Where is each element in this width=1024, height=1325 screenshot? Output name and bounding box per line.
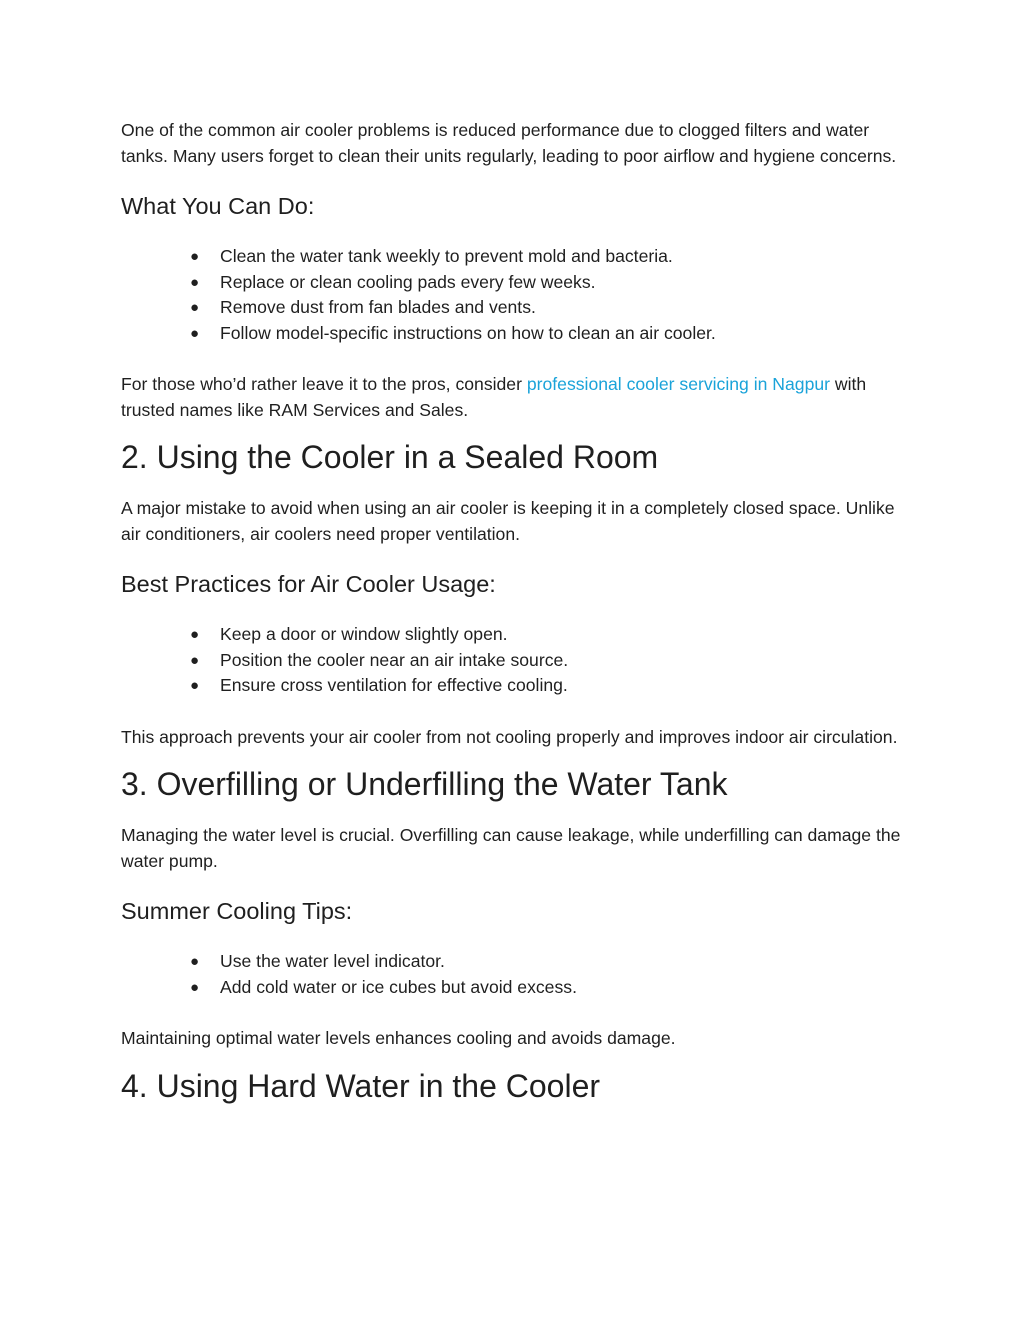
list-item: ● Keep a door or window slightly open. [190, 622, 911, 648]
section-2-title: 2. Using the Cooler in a Sealed Room [121, 439, 659, 475]
section-2-subheading: Best Practices for Air Cooler Usage: [121, 571, 496, 597]
list-item: ● Clean the water tank weekly to prevent mold and bacteria. [190, 244, 911, 270]
document-page [121, 118, 911, 1106]
bullet-icon: ● [190, 299, 200, 316]
section-3-subheading: Summer Cooling Tips: [121, 898, 353, 924]
bullet-icon: ● [190, 953, 200, 970]
what-you-can-do-list [121, 244, 911, 346]
section-2-closing: This approach prevents your air cooler from not cooling properly and improves indoor air circulation. [121, 726, 898, 747]
list-item: ● Remove dust from fan blades and vents. [190, 295, 911, 321]
section-3-paragraph: Managing the water level is crucial. Overfilling can cause leakage, while underfilling can damage the water pump. [121, 825, 901, 871]
bullet-icon: ● [190, 248, 200, 265]
section-4-title: 4. Using Hard Water in the Cooler [121, 1067, 601, 1104]
list-item: ● Ensure cross ventilation for effective cooling. [190, 673, 911, 699]
intro-paragraph: One of the common air cooler problems is reduced performance due to clogged filters and water tanks. Many users forget to clean their units regularly, leading to poor airflow and hygiene concerns. [121, 120, 897, 166]
list-item: ● Position the cooler near an air intake source. [190, 648, 911, 674]
section-2-paragraph: A major mistake to avoid when using an air cooler is keeping it in a completely closed space. Unlike air conditioners, air coolers need proper ventilation. [121, 498, 895, 544]
list-item: ● Use the water level indicator. [190, 949, 911, 975]
section-3-list [121, 949, 911, 1000]
list-item: ● Follow model-specific instructions on how to clean an air cooler. [190, 321, 911, 347]
bullet-icon: ● [190, 651, 200, 669]
section-2-list [121, 622, 911, 699]
section-3-closing: Maintaining optimal water levels enhances cooling and avoids damage. [121, 1028, 676, 1048]
section-3-title: 3. Overfilling or Underfilling the Water Tank [121, 766, 728, 802]
list-item: ● Replace or clean cooling pads every few weeks. [190, 270, 911, 296]
pros-paragraph: For those who’d rather leave it to the pros, consider professional cooler servicing in Nagpur with trusted names like RAM Services and Sales. [121, 374, 867, 420]
list-item: ● Add cold water or ice cubes but avoid excess. [190, 975, 911, 1001]
bullet-icon: ● [190, 677, 200, 694]
cooler-servicing-link[interactable]: professional cooler servicing in Nagpur [526, 374, 831, 394]
bullet-icon: ● [190, 273, 200, 291]
bullet-icon: ● [190, 324, 200, 342]
what-you-can-do-heading: What You Can Do: [121, 193, 315, 219]
bullet-icon: ● [190, 978, 200, 996]
bullet-icon: ● [190, 626, 200, 643]
